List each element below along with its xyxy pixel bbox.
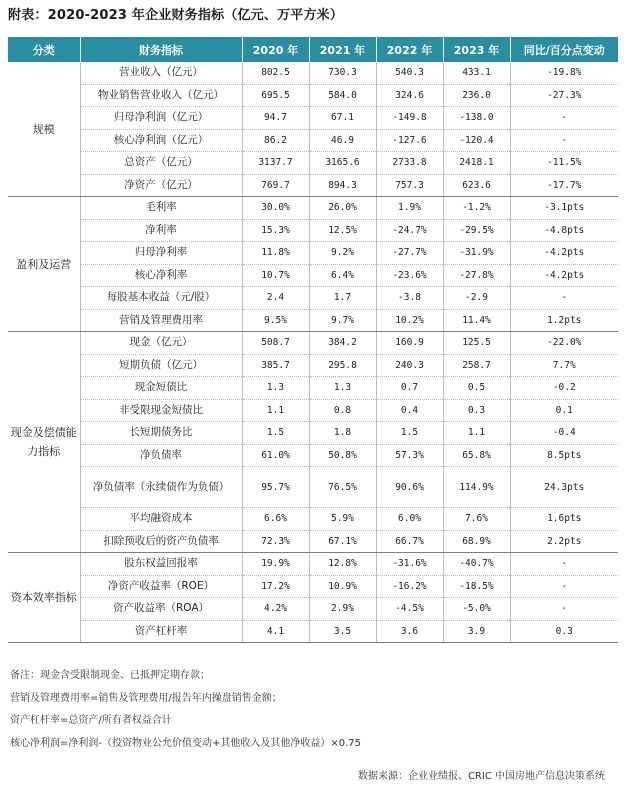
value-cell: 68.9% [443, 530, 510, 553]
table-row [8, 62, 618, 84]
value-cell: 9.2% [309, 242, 376, 265]
value-cell: -120.4 [443, 129, 510, 152]
metric-cell: 净资产收益率（ROE） [80, 575, 242, 598]
table-row [8, 152, 618, 175]
value-cell: 3165.6 [309, 152, 376, 175]
value-cell: -3.8 [376, 287, 443, 310]
value-cell: - [510, 598, 618, 621]
category-cell: 盈利及运营 [8, 197, 80, 332]
value-cell: 1.3 [242, 377, 309, 400]
value-cell: 0.8 [309, 399, 376, 422]
table-row [8, 444, 618, 467]
value-cell: 2733.8 [376, 152, 443, 175]
notes [10, 665, 361, 755]
value-cell: 385.7 [242, 354, 309, 377]
table-row [8, 129, 618, 152]
table-row [8, 354, 618, 377]
value-cell: 0.1 [510, 399, 618, 422]
value-cell: 4.2% [242, 598, 309, 621]
value-cell: 2.2pts [510, 530, 618, 553]
metric-cell: 核心净利率 [80, 264, 242, 287]
value-cell: 769.7 [242, 174, 309, 197]
metric-cell: 营销及管理费用率 [80, 309, 242, 332]
value-cell: 802.5 [242, 62, 309, 84]
financial-indicators-table [8, 37, 618, 643]
metric-cell: 总资产（亿元） [80, 152, 242, 175]
value-cell: 67.1% [309, 530, 376, 553]
value-cell: 9.7% [309, 309, 376, 332]
value-cell: -27.3% [510, 84, 618, 107]
value-cell: 384.2 [309, 332, 376, 355]
metric-cell: 现金（亿元） [80, 332, 242, 355]
value-cell: 540.3 [376, 62, 443, 84]
value-cell: -17.7% [510, 174, 618, 197]
value-cell: 24.3pts [510, 467, 618, 508]
value-cell: 46.9 [309, 129, 376, 152]
value-cell: 1.3 [309, 377, 376, 400]
value-cell: 6.6% [242, 508, 309, 531]
value-cell: -138.0 [443, 107, 510, 130]
value-cell: 8.5pts [510, 444, 618, 467]
value-cell: 50.8% [309, 444, 376, 467]
metric-cell: 资产杠杆率 [80, 620, 242, 643]
value-cell: 584.0 [309, 84, 376, 107]
table-row [8, 242, 618, 265]
value-cell: 7.7% [510, 354, 618, 377]
value-cell: 19.9% [242, 553, 309, 576]
value-cell: 433.1 [443, 62, 510, 84]
value-cell: 324.6 [376, 84, 443, 107]
value-cell: -29.5% [443, 219, 510, 242]
table-row [8, 107, 618, 130]
value-cell: 86.2 [242, 129, 309, 152]
value-cell: -5.0% [443, 598, 510, 621]
value-cell: 1.5 [376, 422, 443, 445]
value-cell: -27.8% [443, 264, 510, 287]
value-cell: 26.0% [309, 197, 376, 220]
value-cell: 30.0% [242, 197, 309, 220]
value-cell: 757.3 [376, 174, 443, 197]
value-cell: -18.5% [443, 575, 510, 598]
value-cell: -31.9% [443, 242, 510, 265]
metric-cell: 资产收益率（ROA） [80, 598, 242, 621]
table-row [8, 309, 618, 332]
value-cell: 10.2% [376, 309, 443, 332]
value-cell: 95.7% [242, 467, 309, 508]
value-cell: - [510, 107, 618, 130]
value-cell: -3.1pts [510, 197, 618, 220]
value-cell: 3.9 [443, 620, 510, 643]
header-change: 同比/百分点变动 [510, 37, 618, 62]
value-cell: 1.6pts [510, 508, 618, 531]
table-row [8, 530, 618, 553]
value-cell: -16.2% [376, 575, 443, 598]
value-cell: 61.0% [242, 444, 309, 467]
value-cell: 11.4% [443, 309, 510, 332]
table-row [8, 399, 618, 422]
header-2022: 2022 年 [376, 37, 443, 62]
table-row [8, 377, 618, 400]
table-row [8, 422, 618, 445]
table-row [8, 508, 618, 531]
value-cell: 1.5 [242, 422, 309, 445]
value-cell: 7.6% [443, 508, 510, 531]
value-cell: 76.5% [309, 467, 376, 508]
value-cell: 90.6% [376, 467, 443, 508]
value-cell: 6.0% [376, 508, 443, 531]
metric-cell: 短期负债（亿元） [80, 354, 242, 377]
metric-cell: 归母净利润（亿元） [80, 107, 242, 130]
value-cell: - [510, 287, 618, 310]
value-cell: 258.7 [443, 354, 510, 377]
value-cell: - [510, 553, 618, 576]
value-cell: 1.1 [443, 422, 510, 445]
value-cell: -40.7% [443, 553, 510, 576]
value-cell: -4.2pts [510, 242, 618, 265]
value-cell: -23.6% [376, 264, 443, 287]
note-line: 营销及管理费用率=销售及管理费用/报告年内操盘销售金额； [10, 692, 282, 704]
table-row [8, 620, 618, 643]
category-cell: 规模 [8, 62, 80, 197]
value-cell: -22.0% [510, 332, 618, 355]
value-cell: -149.8 [376, 107, 443, 130]
value-cell: 3137.7 [242, 152, 309, 175]
value-cell: 12.8% [309, 553, 376, 576]
table-row [8, 219, 618, 242]
value-cell: -31.6% [376, 553, 443, 576]
value-cell: 1.2pts [510, 309, 618, 332]
value-cell: 2.4 [242, 287, 309, 310]
value-cell: -27.7% [376, 242, 443, 265]
value-cell: 1.1 [242, 399, 309, 422]
value-cell: -4.2pts [510, 264, 618, 287]
value-cell: - [510, 575, 618, 598]
metric-cell: 营业收入（亿元） [80, 62, 242, 84]
value-cell: 0.5 [443, 377, 510, 400]
value-cell: 0.7 [376, 377, 443, 400]
metric-cell: 非受限现金短债比 [80, 399, 242, 422]
value-cell: -11.5% [510, 152, 618, 175]
value-cell: 6.4% [309, 264, 376, 287]
table-row [8, 467, 618, 508]
table-row [8, 84, 618, 107]
value-cell: 0.3 [510, 620, 618, 643]
metric-cell: 现金短债比 [80, 377, 242, 400]
category-cell: 现金及偿债能力指标 [8, 332, 80, 553]
header-2020: 2020 年 [242, 37, 309, 62]
table-row [8, 575, 618, 598]
table-row [8, 174, 618, 197]
value-cell: - [510, 129, 618, 152]
value-cell: 1.7 [309, 287, 376, 310]
metric-cell: 核心净利润（亿元） [80, 129, 242, 152]
value-cell: 623.6 [443, 174, 510, 197]
metric-cell: 净利率 [80, 219, 242, 242]
value-cell: 67.1 [309, 107, 376, 130]
value-cell: 160.9 [376, 332, 443, 355]
value-cell: 10.9% [309, 575, 376, 598]
metric-cell: 平均融资成本 [80, 508, 242, 531]
value-cell: 5.9% [309, 508, 376, 531]
header-metric: 财务指标 [80, 37, 242, 62]
metric-cell: 毛利率 [80, 197, 242, 220]
data-source: 数据来源：企业业绩报、CRIC 中国房地产信息决策系统 [357, 771, 605, 782]
value-cell: 72.3% [242, 530, 309, 553]
header-2021: 2021 年 [309, 37, 376, 62]
table-header-row [8, 37, 618, 62]
metric-cell: 股东权益回报率 [80, 553, 242, 576]
metric-cell: 扣除预收后的资产负债率 [80, 530, 242, 553]
metric-cell: 净负债率 [80, 444, 242, 467]
table-row [8, 332, 618, 355]
value-cell: 730.3 [309, 62, 376, 84]
note-line: 核心净利润=净利润-（投资物业公允价值变动+其他收入及其他净收益）×0.75 [10, 737, 362, 749]
header-2023: 2023 年 [443, 37, 510, 62]
value-cell: -0.2 [510, 377, 618, 400]
table-row [8, 553, 618, 576]
value-cell: 236.0 [443, 84, 510, 107]
value-cell: 10.7% [242, 264, 309, 287]
value-cell: -24.7% [376, 219, 443, 242]
value-cell: 65.8% [443, 444, 510, 467]
table-row [8, 197, 618, 220]
value-cell: 295.8 [309, 354, 376, 377]
value-cell: -127.6 [376, 129, 443, 152]
metric-cell: 归母净利率 [80, 242, 242, 265]
value-cell: 3.5 [309, 620, 376, 643]
metric-cell: 净负债率（永续债作为负债） [80, 467, 242, 508]
value-cell: 1.8 [309, 422, 376, 445]
value-cell: 57.3% [376, 444, 443, 467]
value-cell: 508.7 [242, 332, 309, 355]
value-cell: 15.3% [242, 219, 309, 242]
value-cell: 695.5 [242, 84, 309, 107]
value-cell: 17.2% [242, 575, 309, 598]
value-cell: -1.2% [443, 197, 510, 220]
value-cell: 0.4 [376, 399, 443, 422]
value-cell: 12.5% [309, 219, 376, 242]
value-cell: 66.7% [376, 530, 443, 553]
value-cell: 4.1 [242, 620, 309, 643]
value-cell: 240.3 [376, 354, 443, 377]
value-cell: -4.8pts [510, 219, 618, 242]
note-line: 备注：现金含受限制现金、已抵押定期存款； [10, 670, 210, 681]
value-cell: 2418.1 [443, 152, 510, 175]
value-cell: 2.9% [309, 598, 376, 621]
header-category: 分类 [8, 37, 80, 62]
value-cell: -0.4 [510, 422, 618, 445]
value-cell: 9.5% [242, 309, 309, 332]
value-cell: 125.5 [443, 332, 510, 355]
value-cell: 0.3 [443, 399, 510, 422]
page-title: 附表：2020-2023 年企业财务指标（亿元、万平方米） [8, 8, 344, 23]
value-cell: 94.7 [242, 107, 309, 130]
value-cell: 114.9% [443, 467, 510, 508]
metric-cell: 净资产（亿元） [80, 174, 242, 197]
value-cell: 11.8% [242, 242, 309, 265]
note-line: 资产杠杆率=总资产/所有者权益合计 [10, 715, 172, 726]
value-cell: -19.8% [510, 62, 618, 84]
value-cell: 1.9% [376, 197, 443, 220]
value-cell: -4.5% [376, 598, 443, 621]
metric-cell: 每股基本收益（元/股） [80, 287, 242, 310]
metric-cell: 物业销售营业收入（亿元） [80, 84, 242, 107]
value-cell: 894.3 [309, 174, 376, 197]
category-cell: 资本效率指标 [8, 553, 80, 643]
table-row [8, 598, 618, 621]
value-cell: 3.6 [376, 620, 443, 643]
metric-cell: 长短期债务比 [80, 422, 242, 445]
table-row [8, 287, 618, 310]
table-row [8, 264, 618, 287]
value-cell: -2.9 [443, 287, 510, 310]
